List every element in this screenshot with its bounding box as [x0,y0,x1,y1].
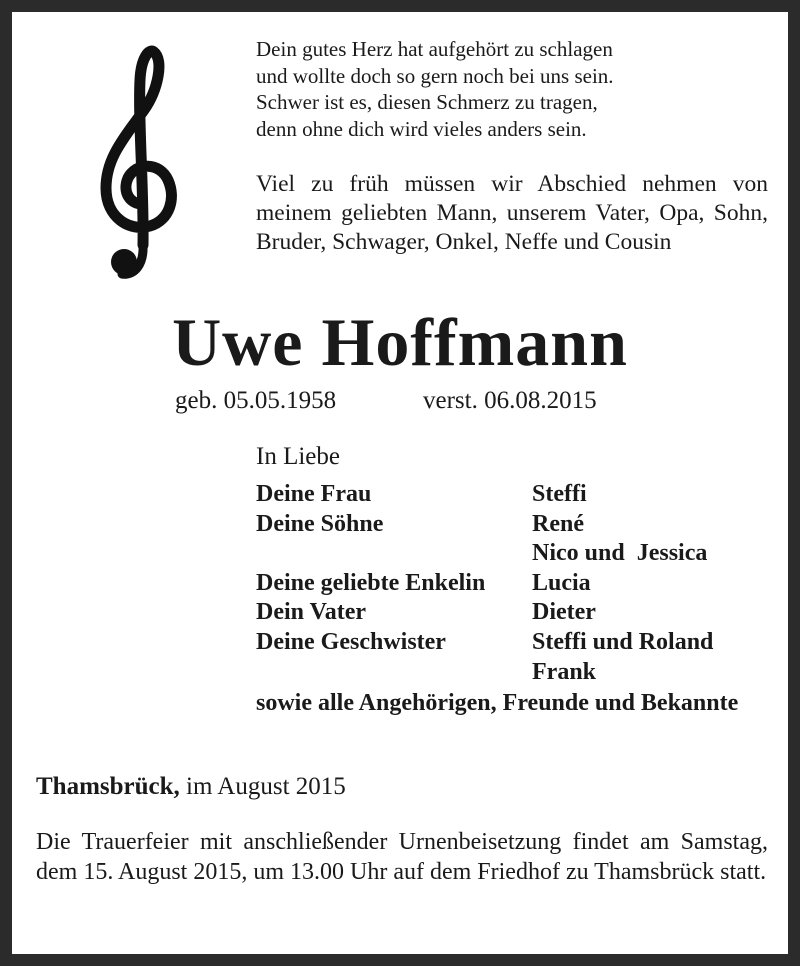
verse-line: Dein gutes Herz hat aufgehört zu schlagen [256,37,613,61]
closing-text: sowie alle Angehörigen, Freunde und Bekannte [256,690,739,717]
family-row [256,480,766,510]
family-relation: Deine Frau [256,481,372,507]
verse [256,36,726,142]
family-names: Steffi und Roland [532,628,714,655]
family-row [256,628,766,658]
verse-line: denn ohne dich wird vieles anders sein. [256,116,587,141]
family-row [256,658,766,688]
family-list [256,480,766,719]
family-names: Frank [532,658,597,685]
family-row [256,598,766,628]
deceased-name: Uwe Hoffmann [172,304,628,380]
place-date-line [36,772,346,802]
family-names: René [532,510,584,537]
family-row [256,569,766,599]
family-names: Dieter [532,599,596,626]
verse-line: Schwer ist es, diesen Schmerz zu tragen, [256,90,598,114]
family-relation: Deine geliebte Enkelin [256,569,486,596]
family-relation: Deine Söhne [256,510,384,537]
family-relation: Dein Vater [256,599,366,626]
in-liebe-label: In Liebe [256,443,340,470]
family-row [256,510,766,540]
family-row [256,539,766,569]
family-names: Steffi [532,481,587,507]
family-relation: Deine Geschwister [256,628,446,655]
intro-text: Viel zu früh müssen wir Abschied nehmen von meinem geliebten Mann, unserem Vater, Opa, Sohn, Bruder, Schwager, Onkel, Neffe und Cousin [256,171,768,255]
death-date: verst. 06.08.2015 [423,387,597,414]
family-names: Lucia [532,569,591,596]
date-text: im August 2015 [186,773,346,800]
obituary-notice [12,12,788,954]
family-names: Nico und Jessica [532,540,708,567]
funeral-notice: Die Trauerfeier mit anschließender Urnenbeisetzung findet am Samstag, dem 15. August 2015, um 13.00 Uhr auf dem Friedhof zu Thamsbrück statt. [36,829,768,885]
treble-clef-icon [94,40,184,285]
birth-date: geb. 05.05.1958 [175,387,337,414]
verse-line: und wollte doch so gern noch bei uns sein. [256,63,614,88]
place-name: Thamsbrück, [36,773,180,800]
